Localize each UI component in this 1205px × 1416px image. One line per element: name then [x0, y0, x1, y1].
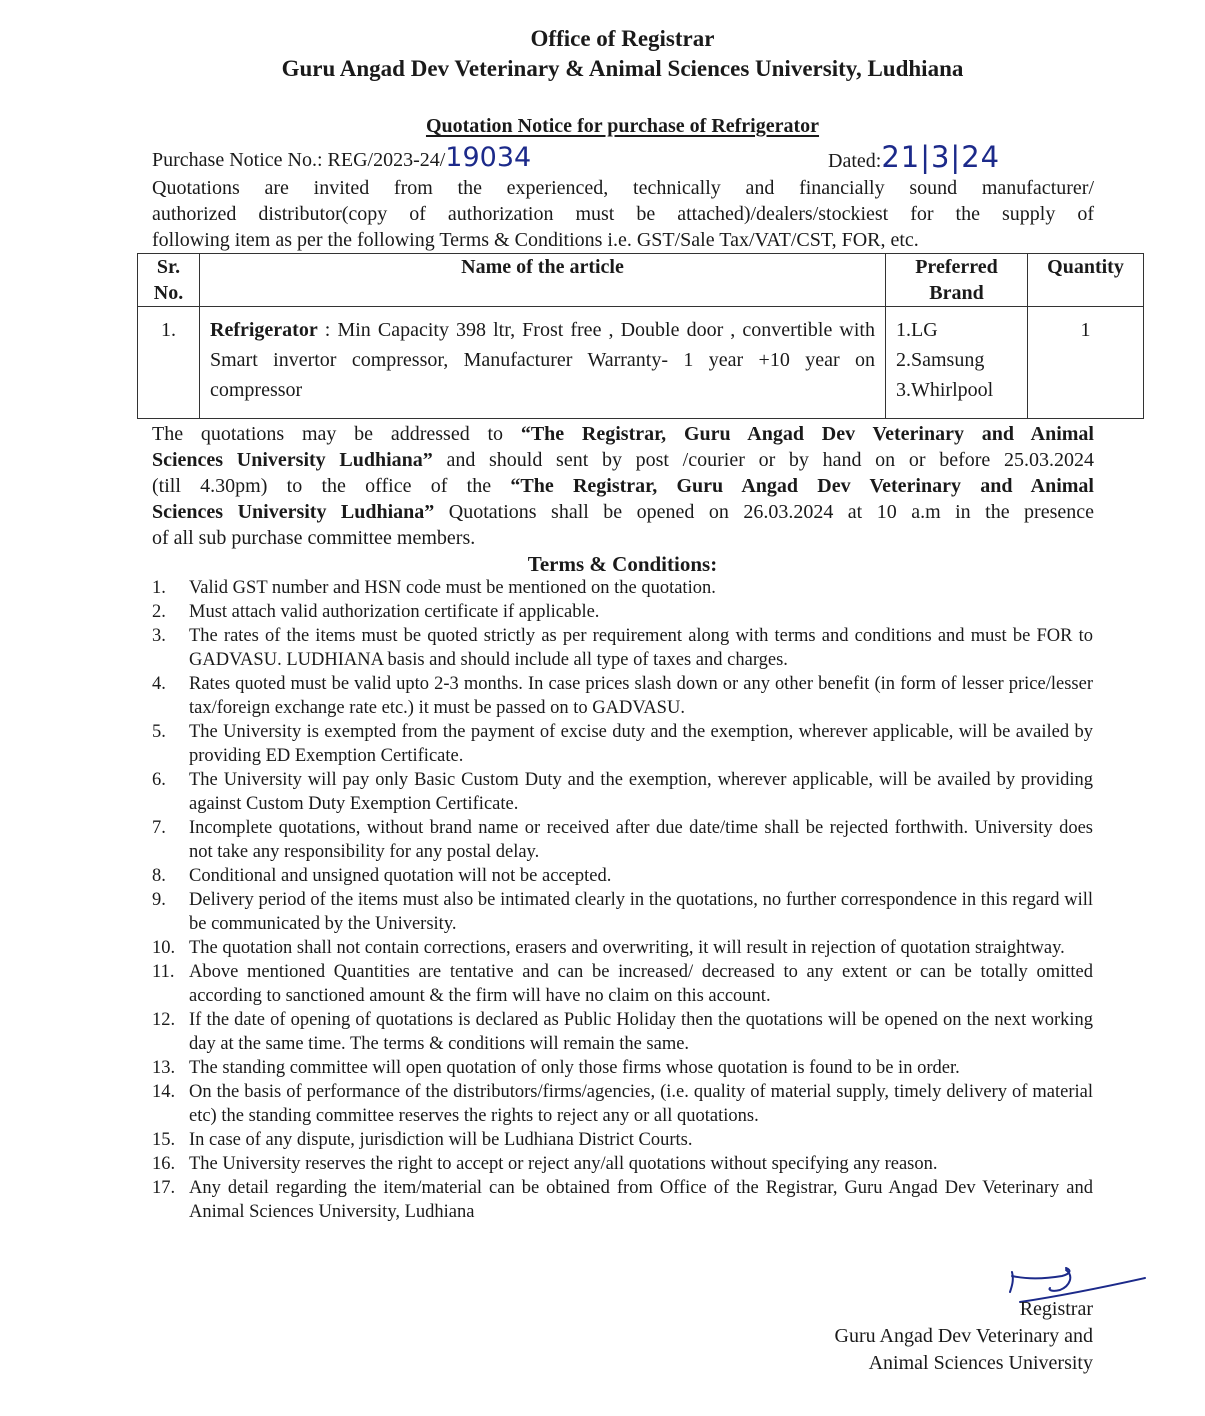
term-number: 14. — [152, 1082, 176, 1102]
term-text: Rates quoted must be valid upto 2-3 months. In case prices slash down or any other benefit (in form of lesser price/lesser tax/foreign exchange rate etc.) it must be passed on to GADVASU. — [189, 674, 1093, 718]
signature-block — [700, 1296, 1093, 1377]
row-article — [200, 307, 886, 419]
term-item — [152, 1056, 1093, 1080]
address-line-4 — [152, 499, 1094, 525]
row-sr — [138, 307, 200, 419]
notice-date-label: Dated: — [828, 150, 882, 172]
term-number: 15. — [152, 1130, 176, 1150]
term-number: 16. — [152, 1154, 176, 1174]
terms-title: Terms & Conditions: — [527, 552, 718, 576]
row-article-text — [200, 307, 885, 413]
term-number: 5. — [152, 722, 166, 742]
term-item — [152, 672, 1093, 720]
term-number: 3. — [152, 626, 166, 646]
row-article-desc: : Min Capacity 398 ltr, Frost free , Double door , convertible with Smart invertor compressor, Manufacturer Warranty- 1 year +10 year on compressor — [210, 319, 875, 401]
signature-line-2: Guru Angad Dev Veterinary and — [834, 1325, 1093, 1347]
term-item — [152, 864, 1093, 888]
intro-line-2: authorized distributor(copy of authorization must be attached)/dealers/stockiest for the supply of — [152, 203, 1094, 225]
table-row — [138, 307, 1144, 419]
term-text: On the basis of performance of the distributors/firms/agencies, (i.e. quality of material supply, timely delivery of material etc) the standing committee reserves the rights to reject any or all quotations. — [189, 1082, 1093, 1126]
address-l3a: (till 4.30pm) to the office of the — [152, 475, 511, 497]
term-number: 8. — [152, 866, 166, 886]
term-text: Incomplete quotations, without brand name or received after due date/time shall be rejected forthwith. University does not take any responsibility for any postal delay. — [189, 818, 1093, 862]
signature-line-3: Animal Sciences University — [868, 1352, 1093, 1374]
address-line-2 — [152, 447, 1094, 473]
term-text: The University will pay only Basic Custom Duty and the exemption, wherever applicable, will be availed by providing against Custom Duty Exemption Certificate. — [189, 770, 1093, 814]
term-item — [152, 936, 1093, 960]
address-line-5: of all sub purchase committee members. — [152, 527, 476, 549]
term-item — [152, 960, 1093, 1008]
term-number: 11. — [152, 962, 175, 982]
term-item — [152, 600, 1093, 624]
term-text: The University reserves the right to accept or reject any/all quotations without specifying any reason. — [189, 1154, 938, 1174]
term-item — [152, 720, 1093, 768]
term-item — [152, 1008, 1093, 1056]
term-number: 10. — [152, 938, 176, 958]
term-item — [152, 1176, 1093, 1224]
header-sr-line1: Sr. — [156, 256, 181, 278]
notice-date — [828, 140, 1000, 174]
row-brand — [886, 307, 1028, 419]
term-text: The quotation shall not contain corrections, erasers and overwriting, it will result in rejection of quotation straightway. — [189, 938, 1065, 958]
term-number: 6. — [152, 770, 166, 790]
header-article: Name of the article — [200, 254, 886, 307]
address-l3b: “The Registrar, Guru Angad Dev Veterinary and Animal — [510, 475, 1094, 497]
term-number: 12. — [152, 1010, 176, 1030]
term-number: 17. — [152, 1178, 176, 1198]
address-l1a: The quotations may be addressed to — [152, 423, 521, 445]
row-brand-1: 1.LG — [896, 319, 938, 341]
signature-title: Registrar — [1019, 1298, 1093, 1320]
header-brand — [886, 254, 1028, 307]
term-text: Above mentioned Quantities are tentative and can be increased/ decreased to any extent or can be totally omitted according to sanctioned amount & the firm will have no claim on this account. — [189, 962, 1093, 1006]
term-number: 1. — [152, 578, 166, 598]
term-text: Conditional and unsigned quotation will not be accepted. — [189, 866, 612, 886]
term-item — [152, 1128, 1093, 1152]
address-l1b: “The Registrar, Guru Angad Dev Veterinary and Animal — [520, 423, 1094, 445]
terms-list — [152, 576, 1093, 1224]
address-line-1 — [152, 421, 1094, 447]
term-number: 4. — [152, 674, 166, 694]
header-brand-line2: Brand — [929, 282, 984, 304]
row-brand-list — [886, 307, 1027, 413]
term-item — [152, 1080, 1093, 1128]
term-item — [152, 576, 1093, 600]
row-quantity — [1028, 307, 1144, 419]
row-sr-value: 1. — [161, 319, 176, 341]
header-brand-line1: Preferred — [915, 256, 998, 278]
term-number: 13. — [152, 1058, 176, 1078]
address-line-3 — [152, 473, 1094, 499]
term-text: The rates of the items must be quoted strictly as per requirement along with terms and conditions and must be FOR to GADVASU. LUDHIANA basis and should include all type of taxes and charges. — [189, 626, 1093, 670]
header-quantity: Quantity — [1028, 254, 1144, 307]
notice-number-handwritten: 19034 — [445, 142, 532, 173]
header-sr-line2: No. — [153, 282, 184, 304]
row-brand-2: 2.Samsung — [896, 349, 985, 371]
table-header-row — [138, 254, 1144, 307]
intro-line-3: following item as per the following Terms & Conditions i.e. GST/Sale Tax/VAT/CST, FOR, etc. — [152, 229, 919, 251]
intro-paragraph — [152, 175, 1094, 253]
term-item — [152, 816, 1093, 864]
term-text: Delivery period of the items must also be intimated clearly in the quotations, no further correspondence in this regard will be communicated by the University. — [189, 890, 1093, 934]
term-text: If the date of opening of quotations is declared as Public Holiday then the quotations will be opened on the next working day at the same time. The terms & conditions will remain the same. — [189, 1010, 1093, 1054]
term-text: Valid GST number and HSN code must be mentioned on the quotation. — [189, 578, 716, 598]
term-text: The standing committee will open quotation of only those firms whose quotation is found to be in order. — [189, 1058, 960, 1078]
row-quantity-value: 1 — [1080, 319, 1091, 341]
address-l2b: and should sent by post /courier or by hand on or before 25.03.2024 — [432, 449, 1095, 471]
notice-number — [152, 142, 531, 173]
office-heading: Office of Registrar — [530, 26, 715, 51]
address-paragraph — [152, 421, 1094, 551]
notice-number-label: Purchase Notice No.: REG/2023-24/ — [152, 149, 446, 171]
notice-date-handwritten: 21|3|24 — [881, 140, 1001, 174]
term-item — [152, 1152, 1093, 1176]
term-item — [152, 768, 1093, 816]
university-heading: Guru Angad Dev Veterinary & Animal Sciences University, Ludhiana — [281, 56, 964, 81]
intro-line-1: Quotations are invited from the experienced, technically and financially sound manufacturer/ — [152, 177, 1094, 199]
term-text: In case of any dispute, jurisdiction will be Ludhiana District Courts. — [189, 1130, 693, 1150]
term-number: 9. — [152, 890, 166, 910]
term-number: 7. — [152, 818, 166, 838]
notice-subject: Quotation Notice for purchase of Refrigerator — [425, 115, 820, 137]
term-item — [152, 624, 1093, 672]
row-brand-3: 3.Whirlpool — [896, 379, 994, 401]
address-l4a: Sciences University Ludhiana” — [152, 501, 435, 523]
term-number: 2. — [152, 602, 166, 622]
row-article-name: Refrigerator — [210, 319, 318, 341]
term-item — [152, 888, 1093, 936]
term-text: Must attach valid authorization certificate if applicable. — [189, 602, 600, 622]
address-l4b: Quotations shall be opened on 26.03.2024 at 10 a.m in the presence — [434, 501, 1094, 523]
header-sr-no — [138, 254, 200, 307]
term-text: Any detail regarding the item/material can be obtained from Office of the Registrar, Guru Angad Dev Veterinary and Animal Sciences University, Ludhiana — [189, 1178, 1093, 1222]
term-text: The University is exempted from the payment of excise duty and the exemption, wherever applicable, will be availed by providing ED Exemption Certificate. — [189, 722, 1093, 766]
address-l2a: Sciences University Ludhiana” — [152, 449, 433, 471]
items-table — [137, 253, 1144, 419]
